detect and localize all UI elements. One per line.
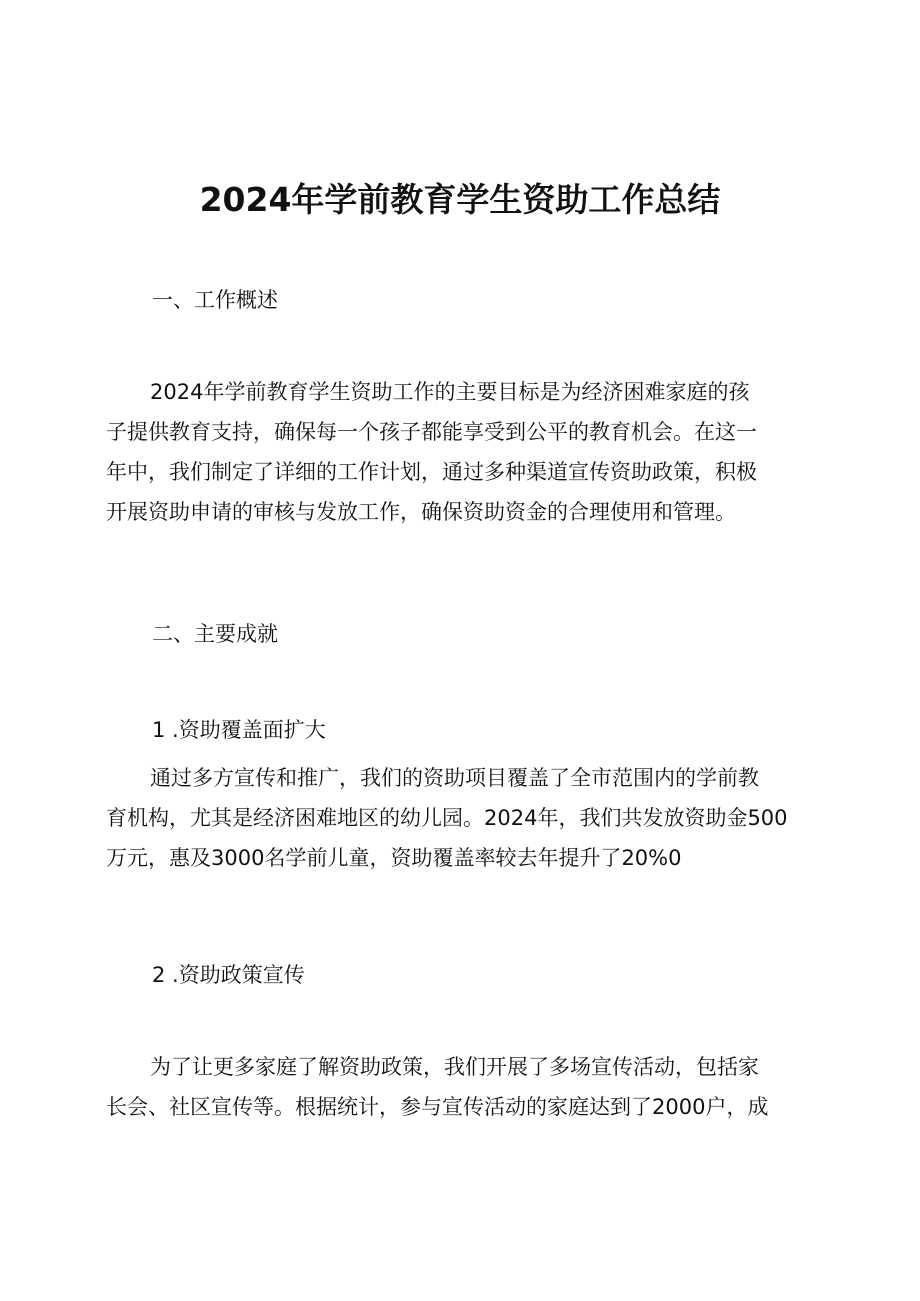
paragraph-line: 2024年学前教育学生资助工作的主要目标是为经济困难家庭的孩 bbox=[150, 380, 750, 404]
paragraph-line: 育机构，尤其是经济困难地区的幼儿园。2024年，我们共发放资助金500 bbox=[106, 806, 788, 830]
paragraph-line: 长会、社区宣传等。根据统计，参与宣传活动的家庭达到了2000户，成 bbox=[106, 1095, 769, 1119]
paragraph-line: 通过多方宣传和推广，我们的资助项目覆盖了全市范围内的学前教 bbox=[150, 766, 759, 790]
section-heading-achievements: 二、主要成就 bbox=[152, 622, 278, 646]
paragraph-line: 年中，我们制定了详细的工作计划，通过多种渠道宣传资助政策，积极 bbox=[106, 460, 757, 484]
coverage-paragraph bbox=[106, 758, 824, 878]
policy-publicity-paragraph bbox=[106, 1047, 824, 1127]
paragraph-line: 开展资助申请的审核与发放工作，确保资助资金的合理使用和管理。 bbox=[106, 500, 736, 524]
document-title: 2024年学前教育学生资助工作总结 bbox=[199, 180, 721, 219]
paragraph-line: 为了让更多家庭了解资助政策，我们开展了多场宣传活动，包括家 bbox=[150, 1055, 759, 1079]
paragraph-line: 万元，惠及3000名学前儿童，资助覆盖率较去年提升了20%0 bbox=[106, 846, 682, 870]
overview-paragraph bbox=[106, 372, 824, 532]
section-heading-overview: 一、工作概述 bbox=[152, 288, 278, 312]
paragraph-line: 子提供教育支持，确保每一个孩子都能享受到公平的教育机会。在这一 bbox=[106, 420, 757, 444]
subheading-coverage: 1 .资助覆盖面扩大 bbox=[152, 718, 326, 742]
subheading-policy-publicity: 2 .资助政策宣传 bbox=[152, 963, 305, 987]
